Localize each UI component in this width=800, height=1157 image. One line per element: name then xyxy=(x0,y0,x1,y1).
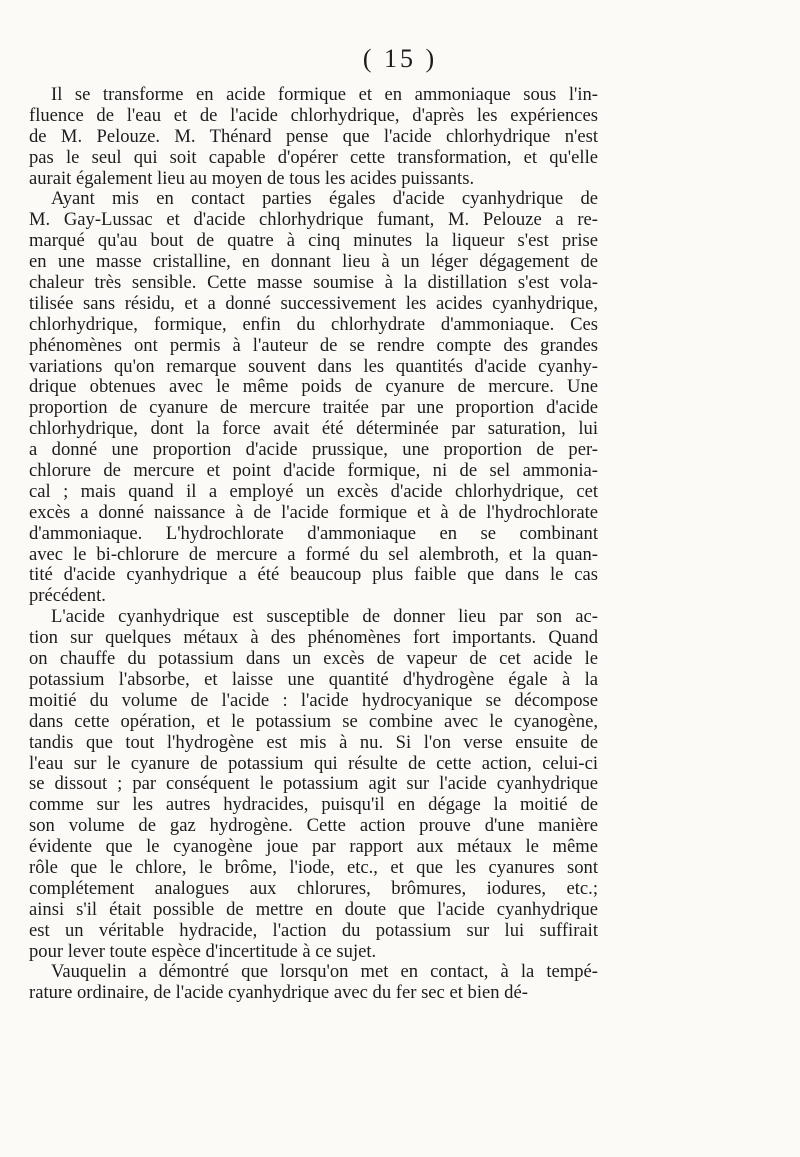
text-line: proportion de cyanure de mercure traitée par une proportion d'acide xyxy=(29,397,598,419)
body-text xyxy=(29,85,598,1004)
text-line: fluence de l'eau et de l'acide chlorhydrique, d'après les expériences xyxy=(29,104,598,126)
text-line: tilisée sans résidu, et a donné successivement les acides cyanhydrique, xyxy=(29,292,598,314)
text-line: tion sur quelques métaux à des phénomènes fort importants. Quand xyxy=(29,627,598,649)
text-line: chlorhydrique, dont la force avait été déterminée par saturation, lui xyxy=(29,418,598,440)
page-number: ( 15 ) xyxy=(362,44,438,73)
text-line: tandis que tout l'hydrogène est mis à nu. Si l'on verse ensuite de xyxy=(29,731,598,753)
paragraph xyxy=(29,85,598,189)
text-line: en une masse cristalline, en donnant lieu à un léger dégagement de xyxy=(29,251,598,273)
text-line: pour lever toute espèce d'incertitude à ce sujet. xyxy=(29,940,377,962)
text-line: phénomènes ont permis à l'auteur de se rendre compte des grandes xyxy=(29,334,598,356)
text-line: d'ammoniaque. L'hydrochlorate d'ammoniaque en se combinant xyxy=(29,522,598,544)
paragraph xyxy=(29,607,598,962)
text-line: M. Gay-Lussac et d'acide chlorhydrique fumant, M. Pelouze a re- xyxy=(29,209,598,231)
text-line: Il se transforme en acide formique et en ammoniaque sous l'in- xyxy=(51,84,598,105)
text-line: chlorure de mercure et point d'acide formique, ni de sel ammonia- xyxy=(29,460,598,482)
text-line: excès a donné naissance à de l'acide formique et à de l'hydrochlorate xyxy=(29,501,598,523)
text-line: variations qu'on remarque souvent dans les quantités d'acide cyanhy- xyxy=(29,355,598,377)
text-line: avec le bi-chlorure de mercure a formé du sel alembroth, et la quan- xyxy=(29,543,598,565)
text-line: Ayant mis en contact parties égales d'acide cyanhydrique de xyxy=(51,188,598,210)
text-line: a donné une proportion d'acide prussique, une proportion de per- xyxy=(29,439,598,461)
text-line: potassium l'absorbe, et laisse une quantité d'hydrogène égale à la xyxy=(29,668,598,690)
text-line: moitié du volume de l'acide : l'acide hydrocyanique se décompose xyxy=(29,689,598,711)
text-line: rature ordinaire, de l'acide cyanhydrique avec du fer sec et bien dé- xyxy=(29,982,528,1004)
text-line: tité d'acide cyanhydrique a été beaucoup plus faible que dans le cas xyxy=(29,564,598,586)
text-line: précédent. xyxy=(29,585,106,607)
text-line: complétement analogues aux chlorures, brômures, iodures, etc.; xyxy=(29,877,598,899)
text-line: Vauquelin a démontré que lorsqu'on met en contact, à la tempé- xyxy=(51,961,598,983)
text-line: évidente que le cyanogène joue par rapport aux métaux le même xyxy=(29,836,598,858)
text-line: de M. Pelouze. M. Thénard pense que l'acide chlorhydrique n'est xyxy=(29,125,598,147)
text-line: chlorhydrique, formique, enfin du chlorhydrate d'ammoniaque. Ces xyxy=(29,313,598,335)
text-line: drique obtenues avec le même poids de cyanure de mercure. Une xyxy=(29,376,598,398)
paragraph xyxy=(29,962,598,1004)
text-line: l'eau sur le cyanure de potassium qui résulte de cette action, celui-ci xyxy=(29,752,598,774)
text-line: marqué qu'au bout de quatre à cinq minutes la liqueur s'est prise xyxy=(29,230,598,252)
text-line: on chauffe du potassium dans un excès de vapeur de cet acide le xyxy=(29,648,598,670)
paragraph xyxy=(29,189,598,607)
text-line: cal ; mais quand il a employé un excès d'acide chlorhydrique, cet xyxy=(29,480,598,502)
text-line: est un véritable hydracide, l'action du potassium sur lui suffirait xyxy=(29,919,598,941)
text-line: pas le seul qui soit capable d'opérer cette transformation, et qu'elle xyxy=(29,146,598,168)
text-line: ainsi s'il était possible de mettre en doute que l'acide cyanhydrique xyxy=(29,898,598,920)
text-line: chaleur très sensible. Cette masse soumise à la distillation s'est vola- xyxy=(29,272,598,294)
text-line: comme sur les autres hydracides, puisqu'il en dégage la moitié de xyxy=(29,794,598,816)
text-line: aurait également lieu au moyen de tous les acides puissants. xyxy=(29,167,475,189)
text-line: son volume de gaz hydrogène. Cette action prouve d'une manière xyxy=(29,815,598,837)
text-line: rôle que le chlore, le brôme, l'iode, etc., et que les cyanures sont xyxy=(29,856,598,878)
text-line: dans cette opération, et le potassium se combine avec le cyanogène, xyxy=(29,710,598,732)
text-line: L'acide cyanhydrique est susceptible de donner lieu par son ac- xyxy=(51,606,598,628)
text-line: se dissout ; par conséquent le potassium agit sur l'acide cyanhydrique xyxy=(29,773,598,795)
